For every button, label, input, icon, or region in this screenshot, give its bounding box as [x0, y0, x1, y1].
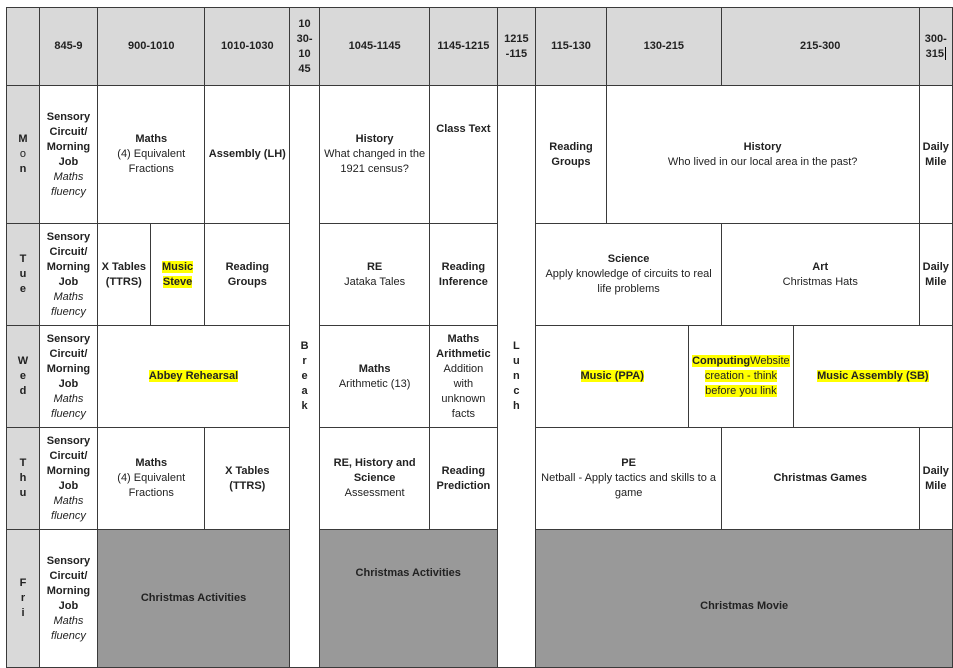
day-row-mon [7, 86, 953, 224]
day-label-thu: T h u [7, 428, 40, 530]
lesson-wed-computing: ComputingWebsite creation - think before you link [689, 326, 794, 428]
lesson-thu-reading-prediction: Reading Prediction [430, 428, 497, 530]
lunch-column: L u n c h [497, 86, 536, 668]
header-time-0845: 845-9 [39, 8, 97, 86]
lesson-mon-daily-mile: Daily Mile [919, 86, 952, 224]
lesson-tue-reading-inference: Reading Inference [430, 224, 497, 326]
header-time-1010: 1010-1030 [205, 8, 290, 86]
start-block-tue: Sensory Circuit/ Morning Job Maths fluency [39, 224, 97, 326]
header-time-1045: 1045-1145 [319, 8, 429, 86]
lesson-mon-assembly: Assembly (LH) [205, 86, 290, 224]
header-time-0900: 900-1010 [97, 8, 205, 86]
lesson-tue-xtables: X Tables (TTRS) [97, 224, 150, 326]
day-row-tue [7, 224, 953, 326]
start-block-wed: Sensory Circuit/ Morning Job Maths fluency [39, 326, 97, 428]
day-label-fri: F r i [7, 530, 40, 668]
lesson-fri-christmas-activities-am: Christmas Activities [97, 530, 289, 668]
timetable [6, 7, 953, 668]
lesson-wed-maths: Maths Arithmetic (13) [319, 326, 429, 428]
lesson-thu-christmas-games: Christmas Games [721, 428, 919, 530]
day-row-fri [7, 530, 953, 668]
day-label-mon: M o n [7, 86, 40, 224]
header-time-0300[interactable]: 300-315 [919, 8, 952, 86]
break-column: B r e a k [290, 86, 320, 668]
lesson-wed-abbey-rehearsal: Abbey Rehearsal [97, 326, 289, 428]
lesson-tue-re: RE Jataka Tales [319, 224, 429, 326]
lesson-thu-pe: PE Netball - Apply tactics and skills to a game [536, 428, 722, 530]
header-row [7, 8, 953, 86]
lesson-fri-christmas-movie: Christmas Movie [536, 530, 953, 668]
start-block-thu: Sensory Circuit/ Morning Job Maths fluency [39, 428, 97, 530]
start-block-mon: Sensory Circuit/ Morning Job Maths fluency [39, 86, 97, 224]
header-time-0130: 130-215 [606, 8, 721, 86]
lesson-tue-art: Art Christmas Hats [721, 224, 919, 326]
lesson-mon-reading-groups: Reading Groups [536, 86, 606, 224]
day-row-thu [7, 428, 953, 530]
header-corner [7, 8, 40, 86]
lesson-tue-reading-groups: Reading Groups [205, 224, 290, 326]
lesson-fri-christmas-activities-mid: Christmas Activities [319, 530, 497, 668]
header-time-0215: 215-300 [721, 8, 919, 86]
lesson-wed-music-assembly: Music Assembly (SB) [793, 326, 952, 428]
lesson-tue-music: Music Steve [150, 224, 205, 326]
lesson-mon-class-text: Class Text [430, 86, 497, 224]
lesson-wed-maths-arithmetic: Maths Arithmetic Addition with unknown facts [430, 326, 497, 428]
lesson-thu-maths: Maths (4) Equivalent Fractions [97, 428, 205, 530]
header-time-1215: 1215 -115 [497, 8, 536, 86]
day-label-tue: T u e [7, 224, 40, 326]
lesson-wed-music-ppa: Music (PPA) [536, 326, 689, 428]
lesson-mon-history-pm: History Who lived in our local area in the past? [606, 86, 919, 224]
start-block-fri: Sensory Circuit/ Morning Job Maths fluency [39, 530, 97, 668]
lesson-thu-daily-mile: Daily Mile [919, 428, 952, 530]
lesson-mon-maths: Maths (4) Equivalent Fractions [97, 86, 205, 224]
header-time-1145: 1145-1215 [430, 8, 497, 86]
header-time-1030: 10 30- 10 45 [290, 8, 320, 86]
day-label-wed: W e d [7, 326, 40, 428]
lesson-tue-science: Science Apply knowledge of circuits to real life problems [536, 224, 722, 326]
lesson-thu-xtables: X Tables (TTRS) [205, 428, 290, 530]
lesson-thu-re-history-science: RE, History and Science Assessment [319, 428, 429, 530]
header-time-0115: 115-130 [536, 8, 606, 86]
day-row-wed [7, 326, 953, 428]
lesson-tue-daily-mile: Daily Mile [919, 224, 952, 326]
lesson-mon-history: History What changed in the 1921 census? [319, 86, 429, 224]
